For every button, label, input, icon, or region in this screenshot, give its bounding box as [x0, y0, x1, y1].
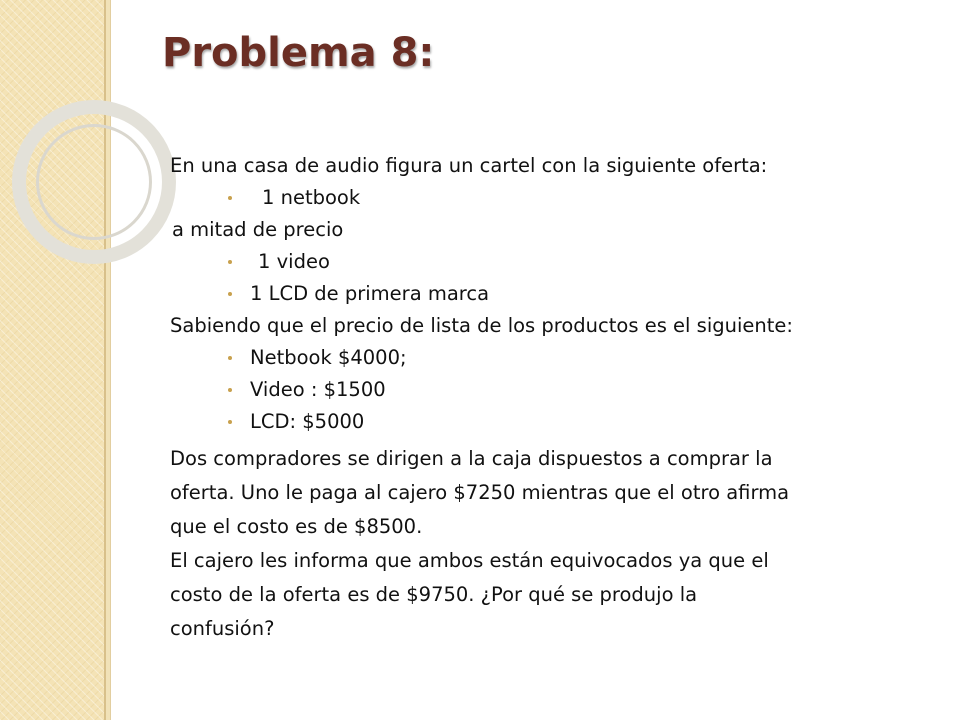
- price-intro-text: Sabiendo que el precio de lista de los productos es el siguiente:: [170, 314, 793, 337]
- paragraph-line: confusión?: [170, 617, 275, 640]
- slide-title: Problema 8:: [162, 30, 435, 76]
- paragraph-line: oferta. Uno le paga al cajero $7250 mientras que el otro afirma: [170, 481, 790, 504]
- problem-paragraph: [170, 442, 870, 646]
- bullet-dot-icon: [228, 292, 232, 296]
- offer-bullet-item: [170, 278, 870, 310]
- slide-content: [170, 150, 870, 646]
- offer-item-continuation: a mitad de precio: [172, 218, 344, 241]
- price-item-text: Video : $1500: [250, 378, 386, 401]
- paragraph-line: Dos compradores se dirigen a la caja dispuestos a comprar la: [170, 447, 773, 470]
- price-bullet-item: [170, 406, 870, 438]
- bullet-dot-icon: [228, 420, 232, 424]
- price-bullet-item: [170, 374, 870, 406]
- offer-item-text: 1 netbook: [262, 186, 361, 209]
- paragraph-line: que el costo es de $8500.: [170, 515, 423, 538]
- paragraph-line: El cajero les informa que ambos están equivocados ya que el: [170, 549, 769, 572]
- offer-item-text: 1 video: [258, 250, 330, 273]
- bullet-dot-icon: [228, 388, 232, 392]
- offer-bullet-item: [170, 182, 870, 214]
- offer-item-text: 1 LCD de primera marca: [250, 282, 490, 305]
- bullet-dot-icon: [228, 356, 232, 360]
- intro-text: En una casa de audio figura un cartel con la siguiente oferta:: [170, 154, 768, 177]
- bullet-dot-icon: [228, 260, 232, 264]
- offer-bullet-item: [170, 246, 870, 278]
- price-item-text: LCD: $5000: [250, 410, 365, 433]
- decorative-ring-icon: [36, 124, 152, 240]
- price-item-text: Netbook $4000;: [250, 346, 407, 369]
- price-bullet-item: [170, 342, 870, 374]
- paragraph-line: costo de la oferta es de $9750. ¿Por qué se produjo la: [170, 583, 698, 606]
- bullet-dot-icon: [228, 196, 232, 200]
